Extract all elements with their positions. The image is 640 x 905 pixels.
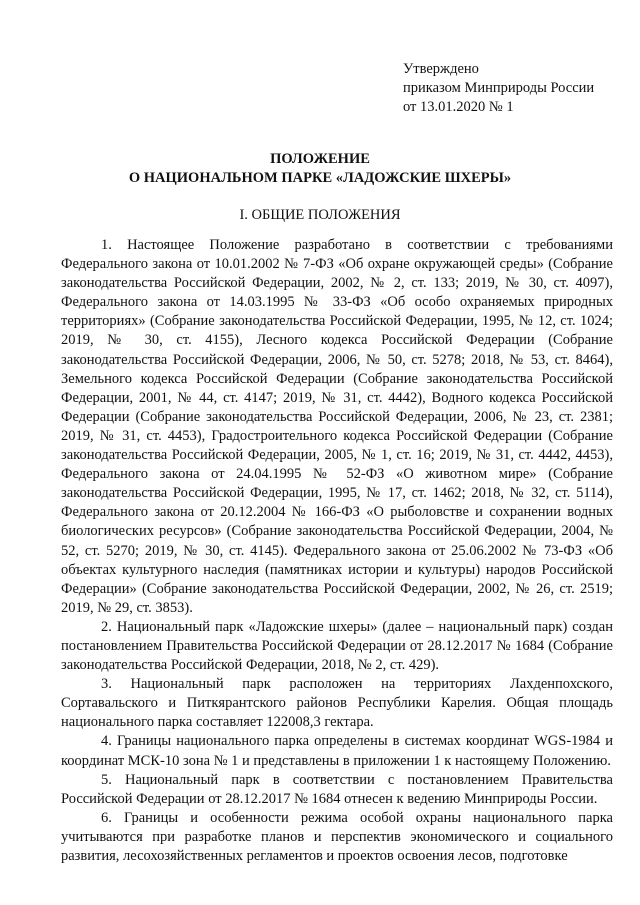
paragraph-3: 3. Национальный парк расположен на территориях Лахденпохского, Сортавальского и Питкярантского районов Республики Карелия. Общая площадь национального парка составляет 122008,3 гектара. [61,676,613,731]
approval-line-order: приказом Минприроды России [403,80,595,96]
paragraph-4: 4. Границы национального парка определены в системах координат WGS-1984 и координат МСК-10 зона № 1 и представлены в приложении 1 к настоящему Положению. [61,733,613,769]
document-body [61,236,613,866]
paragraph-2: 2. Национальный парк «Ладожские шхеры» (далее – национальный парк) создан постановлением Правительства Российской Федерации от 28.12.2017 № 1684 (Собрание законодательства Российской Федерации, 2018, № 2, ст. 429). [61,618,613,674]
approval-line-approved: Утверждено [403,61,479,77]
paragraph-1: 1. Настоящее Положение разработано в соответствии с требованиями Федерального закона от 10.01.2002 № 7-ФЗ «Об охране окружающей среды» (Собрание законодательства Российской Федерации, 2002, № 2, ст. 133; 2019, № 30, ст. 4097), Федерального закона от 14.03.1995 № 33-ФЗ «Об особо охраняемых природных территориях» (Собрание законодательства Российской Федерации, 1995, № 12, ст. 1024; 2019, № 30, ст. 4155), Лесного кодекса Российской Федерации (Собрание законодательства Российской Федерации, 2006, № 50, ст. 5278; 2018, № 53, ст. 8464), Земельного кодекса Российской Федерации (Собрание законодательства Российской Федерации, 2001, № 44, ст. 4147; 2019, № 31, ст. 4442), Водного кодекса Российской Федерации (Собрание законодательства Российской Федерации, 2006, № 23, ст. 2381; 2019, № 31, ст. 4453), Градостроительного кодекса Российской Федерации (Собрание законодательства Российской Федерации, 2005, № 1, ст. 16; 2019, № 31, ст. 4442, 4453), Федерального закона от 24.04.1995 № 52-ФЗ «О животном мире» (Собрание законодательства Российской Федерации, 1995, № 17, ст. 1462; 2018, № 32, ст. 5114), Федерального закона от 20.12.2004 № 166-ФЗ «О рыболовстве и сохранении водных биологических ресурсов» (Собрание законодательства Российской Федерации, 2004, № 52, ст. 5270; 2019, № 30, ст. 4145). Федерального закона от 25.06.2002 № 73-ФЗ «Об объектах культурного наследия (памятниках истории и культуры) народов Российской Федерации» (Собрание законодательства Российской Федерации, 2002, № 26, ст. 2519; 2019, № 29, ст. 3853). [61,237,613,616]
document-subtitle: О НАЦИОНАЛЬНОМ ПАРКЕ «ЛАДОЖСКИЕ ШХЕРЫ» [128,170,512,186]
section-heading: I. ОБЩИЕ ПОЛОЖЕНИЯ [239,207,401,223]
document-title: ПОЛОЖЕНИЕ [270,151,370,167]
paragraph-6: 6. Границы и особенности режима особой охраны национального парка учитываются при разработке планов и перспектив экономического и социального развития, лесохозяйственных регламентов и проектов освоения лесов, подготовке [61,809,613,864]
approval-line-date: от 13.01.2020 № 1 [403,99,514,115]
paragraph-5: 5. Национальный парк в соответствии с постановлением Правительства Российской Федерации от 28.12.2017 № 1684 отнесен к ведению Минприроды России. [61,771,613,807]
approval-block [403,60,594,117]
